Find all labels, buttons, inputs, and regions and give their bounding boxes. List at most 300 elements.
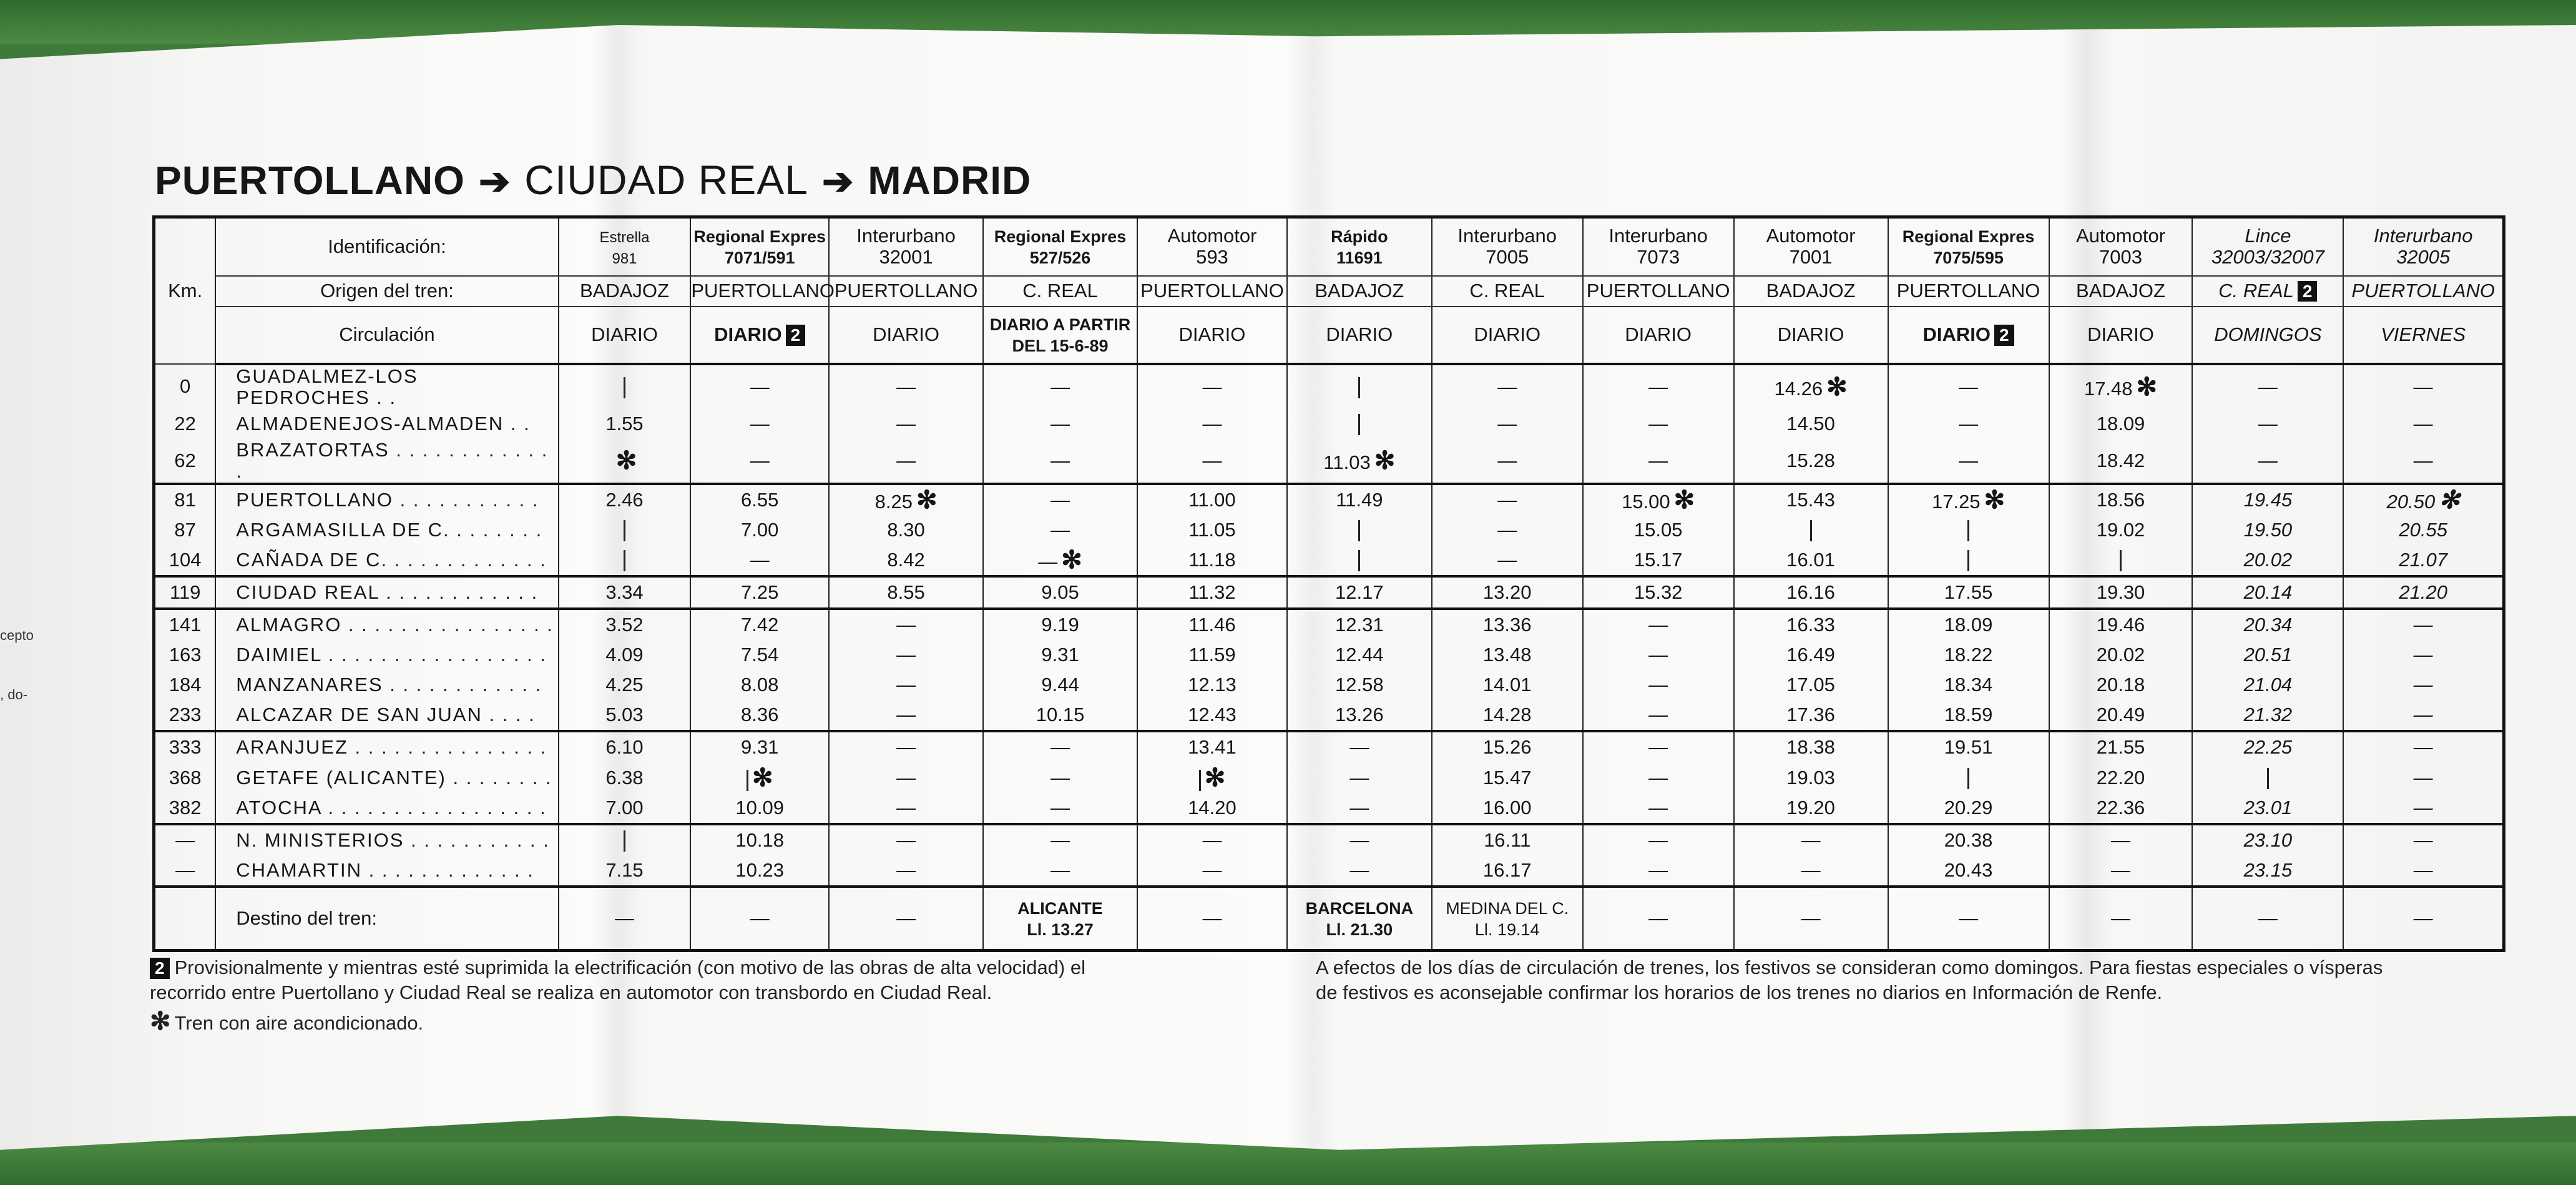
time-value: — [896, 614, 916, 636]
time-cell [2192, 576, 2343, 609]
time-value: 11.00 [1188, 488, 1236, 511]
time-cell [690, 364, 829, 409]
time-value: — [1959, 412, 1979, 435]
time-cell [1287, 670, 1432, 700]
time-value: 19.03 [1786, 766, 1835, 789]
station-name: DAIMIEL . . . . . . . . . . . . . . . . . [215, 640, 558, 670]
side-text-fragment: , do- [0, 687, 28, 702]
title-destination: MADRID [868, 158, 1032, 203]
time-cell [2343, 484, 2504, 515]
time-cell [1888, 364, 2049, 409]
time-value: — [750, 412, 770, 435]
time-value: — [2413, 829, 2433, 851]
time-value: 9.05 [1041, 581, 1079, 603]
time-value: — [1959, 375, 1979, 398]
time-cell [1432, 670, 1583, 700]
note-2-badge: 2 [150, 958, 170, 979]
time-value: — [1050, 518, 1070, 541]
identification-label: Identificación: [215, 217, 558, 276]
time-cell [983, 855, 1137, 887]
time-cell [1888, 855, 2049, 887]
time-cell [1583, 731, 1734, 762]
time-value: 13.48 [1482, 644, 1532, 666]
station-name: MANZANARES . . . . . . . . . . . . [215, 670, 558, 700]
background-grass-bottom [0, 1143, 2576, 1185]
train-circulation: DIARIO [2049, 307, 2193, 364]
destination-row [154, 887, 2504, 950]
time-value: 2.46 [605, 488, 644, 511]
time-cell [983, 824, 1137, 855]
time-cell [2049, 484, 2193, 515]
time-value: 16.01 [1786, 548, 1835, 571]
pass-through-bar [2267, 768, 2269, 789]
km-cell: 22 [154, 409, 216, 439]
time-cell [1287, 439, 1432, 484]
time-value: 16.16 [1786, 581, 1835, 603]
footnote-electrification: 2 Provisionalmente y mientras esté suprimida la electrificación (con motivo de las obras de alta velocidad) el recorrido entre Puertollano y Ciudad Real se realiza en automotor con transbordo en Ciudad Real. [150, 956, 1085, 1004]
time-value: 14.01 [1482, 674, 1532, 696]
time-value: — [1648, 375, 1668, 398]
time-cell [829, 640, 983, 670]
time-value: 18.34 [1944, 674, 1993, 696]
time-value: — [2413, 614, 2433, 636]
time-cell [1432, 700, 1583, 731]
time-value: 16.11 [1484, 829, 1531, 851]
time-cell [2049, 515, 2193, 545]
time-value: — [1050, 829, 1070, 851]
time-cell [559, 670, 691, 700]
header-row-identification [154, 217, 2504, 276]
pass-through-bar [1967, 550, 1969, 571]
time-cell [829, 545, 983, 576]
train-destination: — [2192, 887, 2343, 950]
pass-through-bar [1358, 550, 1360, 571]
km-header: Km. [154, 217, 216, 364]
station-row [154, 824, 2504, 855]
time-cell [2049, 824, 2193, 855]
train-circulation: DIARIO 2 [690, 307, 829, 364]
time-cell [1432, 731, 1583, 762]
snowflake-icon: ✻ [1984, 486, 2005, 514]
time-cell [690, 731, 829, 762]
time-cell [559, 855, 691, 887]
time-value: 16.17 [1482, 858, 1532, 881]
time-value: 12.13 [1188, 674, 1237, 696]
station-name: PUERTOLLANO . . . . . . . . . . . [215, 484, 558, 515]
train-origin: BADAJOZ [1287, 276, 1432, 307]
time-value: — [1648, 858, 1668, 881]
time-cell [2343, 545, 2504, 576]
time-cell [1137, 609, 1287, 640]
time-cell [1583, 793, 1734, 824]
time-cell [690, 409, 829, 439]
time-cell [1287, 515, 1432, 545]
time-value: 23.10 [2243, 829, 2293, 851]
time-cell [2192, 640, 2343, 670]
station-name: GUADALMEZ-LOS PEDROCHES . . [215, 364, 558, 409]
time-value: 5.03 [605, 704, 644, 726]
time-value: 11.49 [1336, 488, 1383, 511]
time-value: — [1349, 766, 1369, 789]
time-value: 8.36 [741, 704, 779, 726]
pass-through-bar [1358, 414, 1360, 435]
origin-label: Origen del tren: [215, 276, 558, 307]
station-row [154, 731, 2504, 762]
time-value: 9.31 [1041, 644, 1079, 666]
time-value: 18.09 [1944, 614, 1993, 636]
time-value: 19.45 [2243, 488, 2293, 511]
time-value: — [1202, 449, 1222, 471]
time-value: 10.23 [735, 858, 784, 881]
time-value: 19.46 [2096, 614, 2145, 636]
time-value: 20.02 [2243, 548, 2293, 571]
time-cell [690, 640, 829, 670]
time-cell [829, 515, 983, 545]
time-value: 13.20 [1482, 581, 1532, 603]
time-value: — [750, 548, 770, 571]
train-header: Lince 32003/32007 [2192, 217, 2343, 276]
train-circulation: DIARIO [1734, 307, 1888, 364]
train-origin: C. REAL 2 [2192, 276, 2343, 307]
time-cell [2343, 609, 2504, 640]
train-circulation: DIARIO [1137, 307, 1287, 364]
time-value: 6.55 [741, 488, 779, 511]
train-header: Interurbano 32005 [2343, 217, 2504, 276]
time-value: — [1202, 858, 1222, 881]
time-value: — [896, 412, 916, 435]
time-cell [1137, 824, 1287, 855]
train-destination: — [829, 887, 983, 950]
time-cell [2049, 640, 2193, 670]
time-cell [1137, 545, 1287, 576]
time-cell [829, 855, 983, 887]
snowflake-icon: ✻ [1204, 764, 1226, 792]
time-cell [1734, 731, 1888, 762]
time-value: 11.03 [1323, 451, 1371, 473]
time-cell [2192, 409, 2343, 439]
time-cell [1287, 409, 1432, 439]
time-value: — [1959, 449, 1979, 471]
time-value: — [1349, 796, 1369, 819]
time-value: 7.25 [741, 581, 779, 603]
time-value: — [1648, 736, 1668, 759]
time-value: — [1648, 829, 1668, 851]
snowflake-icon: ✻ [150, 1008, 171, 1035]
time-cell [2049, 576, 2193, 609]
time-cell [1888, 576, 2049, 609]
time-cell [1432, 855, 1583, 887]
train-origin: BADAJOZ [2049, 276, 2193, 307]
time-value: 18.38 [1786, 736, 1835, 759]
station-row [154, 409, 2504, 439]
km-cell [154, 887, 216, 950]
station-row [154, 364, 2504, 409]
time-cell [2343, 824, 2504, 855]
time-value: — [1648, 704, 1668, 726]
train-header: Regional Expres 7075/595 [1888, 217, 2049, 276]
time-value: — [1202, 375, 1222, 398]
time-value: 10.18 [735, 829, 784, 851]
time-cell [559, 824, 691, 855]
train-destination: — [1734, 887, 1888, 950]
station-name: ARGAMASILLA DE C. . . . . . . . [215, 515, 558, 545]
note-2-badge: 2 [1994, 325, 2014, 346]
time-cell [1137, 763, 1287, 793]
time-value: — [1497, 548, 1517, 571]
time-value: 15.17 [1633, 548, 1683, 571]
time-cell [2343, 855, 2504, 887]
km-cell: 163 [154, 640, 216, 670]
time-cell [1888, 484, 2049, 515]
train-header: Rápido 11691 [1287, 217, 1432, 276]
train-circulation: DIARIO [1287, 307, 1432, 364]
time-cell [1734, 515, 1888, 545]
train-origin: C. REAL [1432, 276, 1583, 307]
time-value: — [896, 766, 916, 789]
time-cell [690, 824, 829, 855]
time-cell [1583, 700, 1734, 731]
time-cell [1583, 545, 1734, 576]
header-row-circulation [154, 307, 2504, 364]
train-origin: PUERTOLLANO [1888, 276, 2049, 307]
train-origin: C. REAL [983, 276, 1137, 307]
time-cell [1888, 545, 2049, 576]
train-origin: BADAJOZ [559, 276, 691, 307]
time-cell [1888, 700, 2049, 731]
train-destination: BARCELONA Ll. 21.30 [1287, 887, 1432, 950]
time-cell [983, 640, 1137, 670]
time-cell [2192, 763, 2343, 793]
time-cell [1734, 855, 1888, 887]
time-cell [559, 484, 691, 515]
time-cell [2192, 609, 2343, 640]
time-cell [1888, 670, 2049, 700]
time-cell [1734, 609, 1888, 640]
station-name: CAÑADA DE C. . . . . . . . . . . . . [215, 545, 558, 576]
time-value: 23.01 [2243, 796, 2293, 819]
time-value: 8.25 [874, 490, 913, 513]
time-cell [1137, 670, 1287, 700]
time-value: 14.20 [1188, 796, 1237, 819]
time-value: 13.26 [1335, 704, 1384, 726]
time-cell [2192, 855, 2343, 887]
time-value: — [1050, 449, 1070, 471]
time-cell [1888, 731, 2049, 762]
time-cell [1432, 364, 1583, 409]
time-value: 18.56 [2096, 488, 2145, 511]
time-value: 20.02 [2096, 644, 2145, 666]
train-destination: — [2049, 887, 2193, 950]
train-header: Interurbano 7073 [1583, 217, 1734, 276]
time-cell [2343, 364, 2504, 409]
timetable [152, 215, 2505, 952]
time-cell [690, 793, 829, 824]
time-cell [559, 609, 691, 640]
train-circulation: VIERNES [2343, 307, 2504, 364]
time-cell [1287, 855, 1432, 887]
time-cell [1432, 409, 1583, 439]
time-value: 16.33 [1786, 614, 1835, 636]
time-value: 22.25 [2243, 736, 2293, 759]
time-cell [983, 700, 1137, 731]
note-2-badge: 2 [2298, 281, 2318, 302]
time-value: 7.54 [741, 644, 779, 666]
time-value: — [1349, 858, 1369, 881]
train-circulation: DOMINGOS [2192, 307, 2343, 364]
time-cell [1583, 640, 1734, 670]
time-cell [1888, 640, 2049, 670]
station-name: ALCAZAR DE SAN JUAN . . . . [215, 700, 558, 731]
time-value: 11.32 [1188, 581, 1236, 603]
time-cell [1583, 609, 1734, 640]
time-cell [1287, 763, 1432, 793]
destination-label: Destino del tren: [215, 887, 558, 950]
time-cell [1734, 545, 1888, 576]
km-cell: — [154, 855, 216, 887]
time-cell [2049, 855, 2193, 887]
time-cell [1432, 763, 1583, 793]
time-cell [1734, 700, 1888, 731]
time-value: — [2258, 375, 2278, 398]
time-value: — [896, 858, 916, 881]
time-cell [559, 640, 691, 670]
time-value: 4.09 [605, 644, 644, 666]
time-value: — [896, 829, 916, 851]
time-cell [1432, 515, 1583, 545]
time-cell [1287, 793, 1432, 824]
station-name: N. MINISTERIOS . . . . . . . . . . . [215, 824, 558, 855]
time-cell [1734, 576, 1888, 609]
time-value: 3.34 [605, 581, 644, 603]
time-cell [2343, 515, 2504, 545]
train-circulation: DIARIO [559, 307, 691, 364]
time-value: — [1648, 412, 1668, 435]
time-value: — [2413, 858, 2433, 881]
train-circulation: DIARIO 2 [1888, 307, 2049, 364]
pass-through-bar [747, 770, 748, 791]
station-row [154, 484, 2504, 515]
km-cell: 233 [154, 700, 216, 731]
time-cell [2049, 700, 2193, 731]
time-cell [2343, 409, 2504, 439]
time-cell [829, 700, 983, 731]
train-origin: PUERTOLLANO [1137, 276, 1287, 307]
time-cell [559, 364, 691, 409]
station-name: ALMAGRO . . . . . . . . . . . . . . . . [215, 609, 558, 640]
time-value: 14.26 [1774, 377, 1823, 400]
time-cell [1432, 484, 1583, 515]
train-origin: BADAJOZ [1734, 276, 1888, 307]
station-rows [154, 364, 2504, 887]
time-value: 15.32 [1633, 581, 1683, 603]
time-value: 12.17 [1335, 581, 1384, 603]
train-origin: PUERTOLLANO [2343, 276, 2504, 307]
time-cell [1287, 545, 1432, 576]
time-cell [690, 855, 829, 887]
time-cell [829, 824, 983, 855]
km-cell: 184 [154, 670, 216, 700]
time-cell [983, 545, 1137, 576]
station-row [154, 545, 2504, 576]
time-value: — [1050, 796, 1070, 819]
time-cell [1137, 700, 1287, 731]
time-cell [1137, 409, 1287, 439]
train-origin: PUERTOLLANO [690, 276, 829, 307]
time-value: 20.38 [1944, 829, 1993, 851]
km-cell: 104 [154, 545, 216, 576]
time-value: 20.14 [2243, 581, 2293, 603]
time-value: — [2413, 674, 2433, 696]
time-value: 22.20 [2096, 766, 2145, 789]
time-cell [1888, 793, 2049, 824]
pass-through-bar [624, 550, 625, 571]
train-header: Regional Expres 527/526 [983, 217, 1137, 276]
time-cell [1137, 855, 1287, 887]
time-value: 16.00 [1482, 796, 1532, 819]
pass-through-bar [1967, 768, 1969, 789]
train-destination: — [1583, 887, 1734, 950]
train-destination: — [1888, 887, 2049, 950]
train-header: Interurbano 7005 [1432, 217, 1583, 276]
time-cell [829, 731, 983, 762]
train-destination: — [559, 887, 691, 950]
pass-through-bar [1358, 377, 1360, 398]
time-value: 20.29 [1944, 796, 1993, 819]
time-value: — [1648, 644, 1668, 666]
station-name: CIUDAD REAL . . . . . . . . . . . . [215, 576, 558, 609]
time-value: 19.50 [2243, 518, 2293, 541]
time-cell [983, 439, 1137, 484]
time-cell [2343, 731, 2504, 762]
train-destination: ALICANTE Ll. 13.27 [983, 887, 1137, 950]
time-value: — [2111, 829, 2130, 851]
time-value: — [896, 449, 916, 471]
train-circulation: DIARIO [829, 307, 983, 364]
time-value: — [896, 644, 916, 666]
time-value: — [1648, 614, 1668, 636]
train-circulation: DIARIO [1432, 307, 1583, 364]
page-title [155, 156, 1031, 204]
time-value: — [2413, 766, 2433, 789]
time-cell [1734, 763, 1888, 793]
time-value: — [2413, 796, 2433, 819]
time-value: — [1050, 375, 1070, 398]
station-row [154, 670, 2504, 700]
time-value: — [1349, 736, 1369, 759]
time-cell [829, 793, 983, 824]
time-cell [559, 576, 691, 609]
time-cell [1432, 439, 1583, 484]
time-value: 15.28 [1786, 449, 1835, 471]
snowflake-icon: ✻ [615, 446, 637, 474]
time-value: 15.26 [1482, 736, 1532, 759]
time-value: — [2413, 704, 2433, 726]
time-value: 20.34 [2243, 614, 2293, 636]
time-cell [559, 700, 691, 731]
time-cell [690, 545, 829, 576]
time-cell [559, 763, 691, 793]
time-cell [2192, 700, 2343, 731]
time-value: — [1050, 412, 1070, 435]
time-cell [983, 609, 1137, 640]
train-origin: PUERTOLLANO [1583, 276, 1734, 307]
time-cell [2192, 484, 2343, 515]
time-cell [2343, 576, 2504, 609]
time-value: — [2258, 449, 2278, 471]
time-cell [983, 670, 1137, 700]
time-cell [559, 731, 691, 762]
km-cell: 368 [154, 763, 216, 793]
